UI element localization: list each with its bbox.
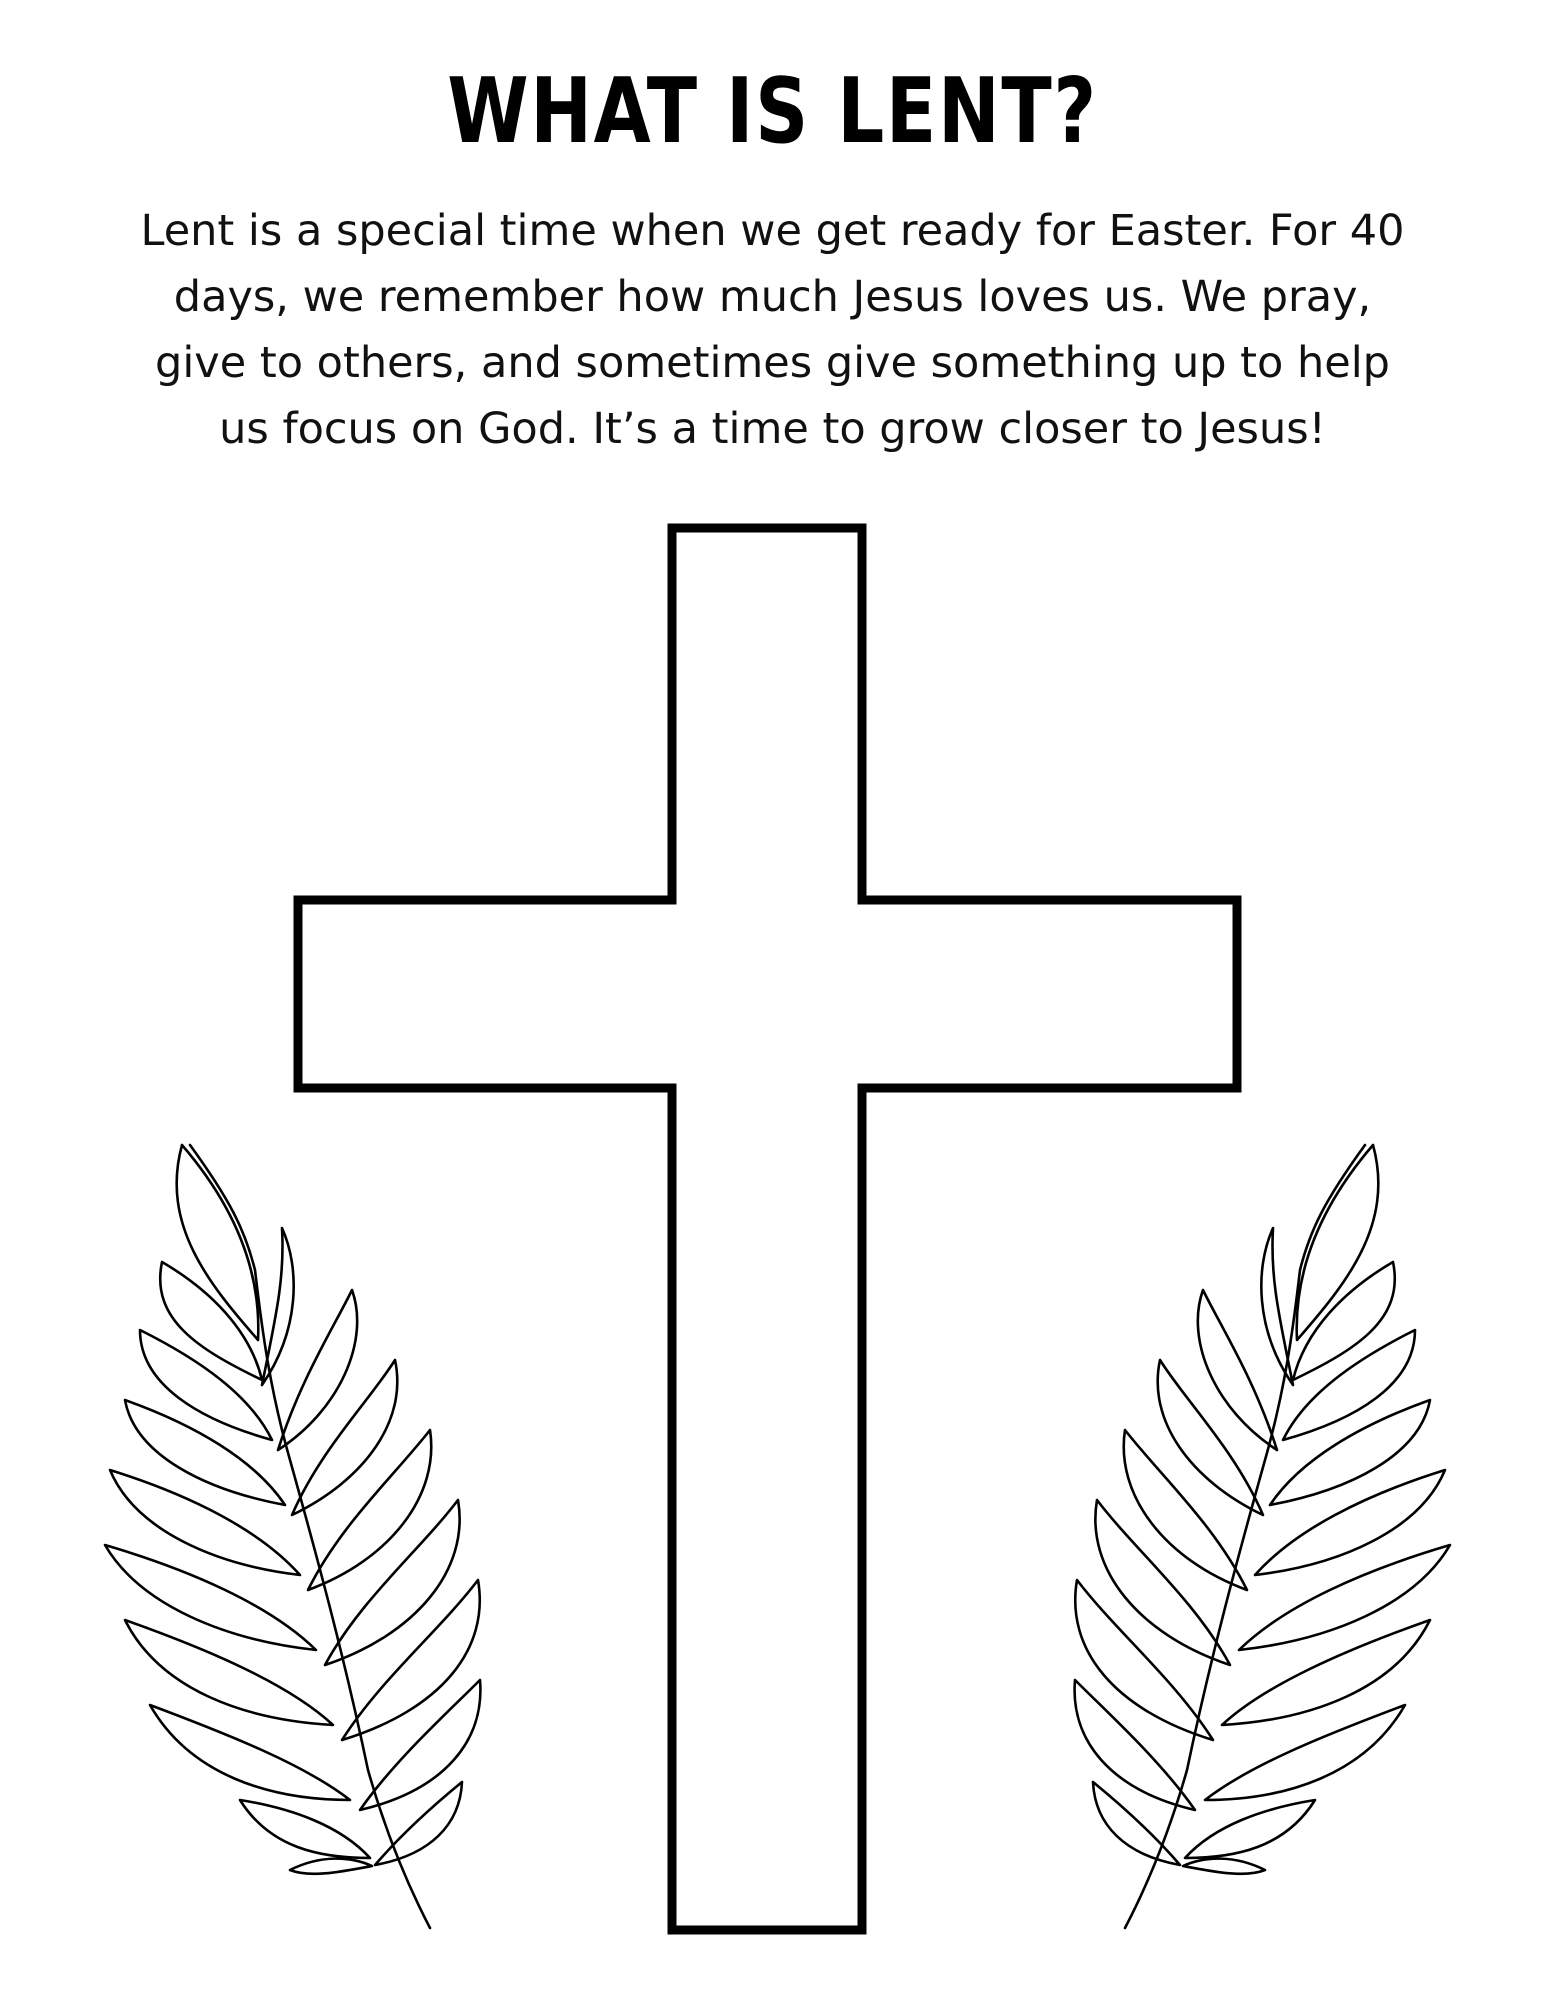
intro-line: Lent is a special time when we get ready for Easter. For 40 [140, 206, 1405, 256]
intro-line: us focus on God. It’s a time to grow closer to Jesus! [219, 404, 1326, 454]
palm-branch-icon [1075, 1145, 1450, 1928]
page-title: WHAT IS LENT? [447, 59, 1098, 164]
intro-line: days, we remember how much Jesus loves us. We pray, [173, 272, 1372, 322]
intro-line: give to others, and sometimes give something up to help [155, 338, 1390, 388]
palm-branch-icon [105, 1145, 480, 1928]
